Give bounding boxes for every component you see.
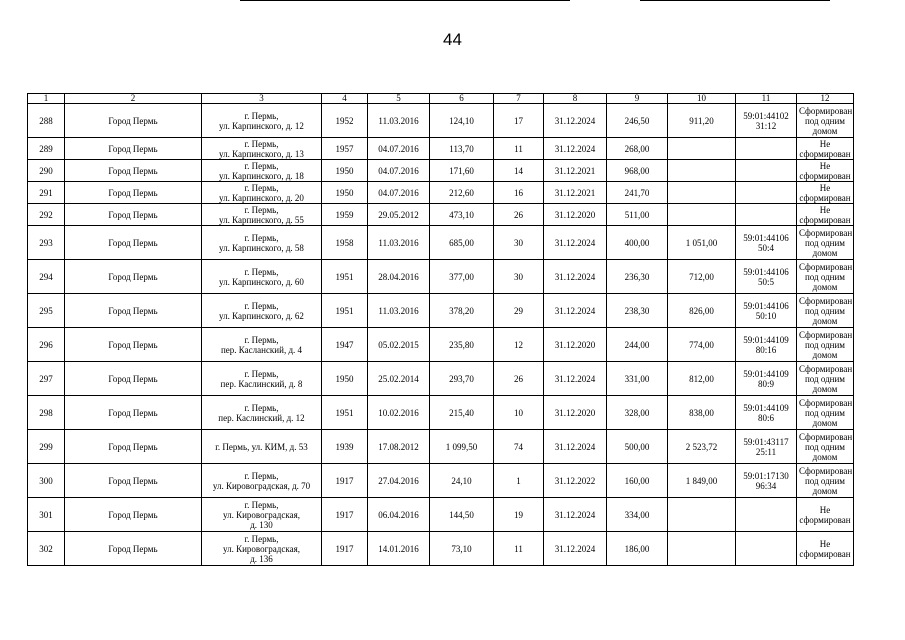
- row-number-cell: 295: [28, 294, 65, 328]
- top-rule-right: [640, 0, 830, 1]
- column-header-9: 9: [607, 94, 668, 104]
- column9-cell: 968,00: [607, 160, 668, 182]
- table-row: [28, 138, 854, 160]
- area-cell: 1 099,50: [430, 430, 494, 464]
- status-cell: [797, 160, 854, 182]
- address-cell: [202, 104, 322, 138]
- build-year-cell: 1957: [322, 138, 368, 160]
- area-cell: 24,10: [430, 464, 494, 498]
- cadastral-number-cell-line: 59:01:17130: [743, 470, 789, 481]
- column9-cell: 236,30: [607, 260, 668, 294]
- address-cell-line: г. Пермь,: [244, 368, 279, 379]
- quantity-cell: 14: [494, 160, 544, 182]
- column-header-3: 3: [202, 94, 322, 104]
- row-number-cell: 288: [28, 104, 65, 138]
- cadastral-number-cell: [736, 104, 797, 138]
- address-cell-line: ул. Карпинского, д. 60: [219, 276, 304, 287]
- column10-cell: [668, 138, 736, 160]
- cadastral-number-cell: [736, 204, 797, 226]
- address-cell-line: пер. Касланский, д. 4: [220, 344, 303, 355]
- build-year-cell: 1917: [322, 498, 368, 532]
- cadastral-number-cell: [736, 498, 797, 532]
- status-cell: [797, 464, 854, 498]
- column9-cell: 334,00: [607, 498, 668, 532]
- address-cell: [202, 362, 322, 396]
- status-cell-line: под одним: [804, 237, 846, 248]
- cadastral-number-cell: [736, 430, 797, 464]
- column9-cell: 400,00: [607, 226, 668, 260]
- cadastral-number-cell-line: 80:9: [757, 378, 774, 389]
- area-cell: 378,20: [430, 294, 494, 328]
- build-year-cell: 1951: [322, 396, 368, 430]
- status-cell: [797, 260, 854, 294]
- status-cell: [797, 226, 854, 260]
- build-year-cell: 1950: [322, 362, 368, 396]
- deadline-cell: 31.12.2020: [544, 396, 607, 430]
- column-header-10: 10: [668, 94, 736, 104]
- area-cell: 685,00: [430, 226, 494, 260]
- cadastral-number-cell: [736, 396, 797, 430]
- status-cell-line: под одним: [804, 115, 846, 126]
- deadline-cell: 31.12.2024: [544, 226, 607, 260]
- address-cell: [202, 396, 322, 430]
- address-cell-line: ул. Кировоградская,: [223, 509, 300, 520]
- column9-cell: 244,00: [607, 328, 668, 362]
- cadastral-number-cell: [736, 328, 797, 362]
- area-cell: 73,10: [430, 532, 494, 566]
- municipality-cell: Город Пермь: [65, 464, 202, 498]
- date-cell: 04.07.2016: [368, 182, 430, 204]
- status-cell-line: Сформирован: [799, 295, 853, 306]
- status-cell-line: под одним: [804, 407, 846, 418]
- table-row: [28, 260, 854, 294]
- address-cell-line: ул. Карпинского, д. 13: [219, 148, 304, 159]
- address-cell-line: ул. Кировоградская, д. 70: [212, 480, 311, 491]
- cadastral-number-cell-line: 50:4: [757, 242, 774, 253]
- address-cell: [202, 138, 322, 160]
- area-cell: 144,50: [430, 498, 494, 532]
- address-cell-line: г. Пермь,: [244, 204, 279, 215]
- address-cell: [202, 160, 322, 182]
- address-cell-line: ул. Карпинского, д. 20: [219, 192, 304, 203]
- cadastral-number-cell-line: 59:01:44109: [743, 402, 789, 413]
- status-cell-line: под одним: [804, 475, 846, 486]
- address-cell-line: г. Пермь,: [244, 110, 279, 121]
- status-cell: [797, 182, 854, 204]
- status-cell-line: Сформирован: [799, 329, 853, 340]
- column9-cell: 241,70: [607, 182, 668, 204]
- status-cell-line: Сформирован: [799, 397, 853, 408]
- quantity-cell: 19: [494, 498, 544, 532]
- municipality-cell: Город Пермь: [65, 182, 202, 204]
- build-year-cell: 1947: [322, 328, 368, 362]
- cadastral-number-cell-line: 59:01:44106: [743, 232, 789, 243]
- address-cell: [202, 226, 322, 260]
- cadastral-number-cell: [736, 532, 797, 566]
- status-cell-line: Сформирован: [799, 227, 853, 238]
- cadastral-number-cell-line: 59:01:44106: [743, 300, 789, 311]
- column9-cell: 331,00: [607, 362, 668, 396]
- table-row: [28, 328, 854, 362]
- column9-cell: 268,00: [607, 138, 668, 160]
- quantity-cell: 16: [494, 182, 544, 204]
- build-year-cell: 1950: [322, 182, 368, 204]
- date-cell: 04.07.2016: [368, 138, 430, 160]
- status-cell-line: домом: [812, 417, 838, 428]
- build-year-cell: 1917: [322, 532, 368, 566]
- row-number-cell: 297: [28, 362, 65, 396]
- build-year-cell: 1958: [322, 226, 368, 260]
- table-row: [28, 104, 854, 138]
- address-cell: [202, 294, 322, 328]
- build-year-cell: 1952: [322, 104, 368, 138]
- address-cell-line: ул. Кировоградская,: [223, 543, 300, 554]
- status-cell-line: Сформирован: [799, 261, 853, 272]
- housing-registry-table: [27, 93, 854, 566]
- municipality-cell: Город Пермь: [65, 104, 202, 138]
- status-cell-line: домом: [812, 485, 838, 496]
- table-row: [28, 362, 854, 396]
- date-cell: 10.02.2016: [368, 396, 430, 430]
- column10-cell: [668, 182, 736, 204]
- status-cell: [797, 362, 854, 396]
- address-cell-line: пер. Каслинский, д. 8: [220, 378, 303, 389]
- area-cell: 124,10: [430, 104, 494, 138]
- address-cell: [202, 464, 322, 498]
- deadline-cell: 31.12.2024: [544, 260, 607, 294]
- status-cell: [797, 138, 854, 160]
- status-cell-line: домом: [812, 349, 838, 360]
- address-cell-line: г. Пермь,: [244, 232, 279, 243]
- column10-cell: 838,00: [668, 396, 736, 430]
- table-row: [28, 396, 854, 430]
- status-cell-line: Сформирован: [799, 465, 853, 476]
- address-cell-line: г. Пермь, ул. КИМ, д. 53: [215, 441, 308, 452]
- column-header-4: 4: [322, 94, 368, 104]
- address-cell-line: г. Пермь,: [244, 470, 279, 481]
- quantity-cell: 11: [494, 138, 544, 160]
- column10-cell: 1 849,00: [668, 464, 736, 498]
- status-cell-line: Сформирован: [799, 363, 853, 374]
- table-header: [28, 94, 854, 104]
- build-year-cell: 1917: [322, 464, 368, 498]
- build-year-cell: 1939: [322, 430, 368, 464]
- status-cell: [797, 328, 854, 362]
- address-cell-line: г. Пермь,: [244, 266, 279, 277]
- cadastral-number-cell-line: 25:11: [755, 446, 777, 457]
- column-header-7: 7: [494, 94, 544, 104]
- address-cell: [202, 328, 322, 362]
- row-number-cell: 302: [28, 532, 65, 566]
- status-cell-line: под одним: [804, 339, 846, 350]
- quantity-cell: 29: [494, 294, 544, 328]
- page-number: 44: [443, 30, 462, 49]
- cadastral-number-cell: [736, 294, 797, 328]
- column10-cell: 2 523,72: [668, 430, 736, 464]
- deadline-cell: 31.12.2020: [544, 204, 607, 226]
- quantity-cell: 1: [494, 464, 544, 498]
- area-cell: 215,40: [430, 396, 494, 430]
- status-cell-line: Не сформирован: [799, 182, 851, 203]
- area-cell: 377,00: [430, 260, 494, 294]
- address-cell-line: д. 130: [250, 519, 273, 530]
- deadline-cell: 31.12.2022: [544, 464, 607, 498]
- address-cell-line: г. Пермь,: [244, 334, 279, 345]
- quantity-cell: 26: [494, 362, 544, 396]
- build-year-cell: 1951: [322, 260, 368, 294]
- top-rule-left: [240, 0, 570, 1]
- date-cell: 28.04.2016: [368, 260, 430, 294]
- table-row: [28, 226, 854, 260]
- status-cell-line: домом: [812, 315, 838, 326]
- row-number-cell: 296: [28, 328, 65, 362]
- deadline-cell: 31.12.2024: [544, 104, 607, 138]
- address-cell: [202, 204, 322, 226]
- quantity-cell: 11: [494, 532, 544, 566]
- quantity-cell: 12: [494, 328, 544, 362]
- area-cell: 473,10: [430, 204, 494, 226]
- cadastral-number-cell: [736, 260, 797, 294]
- date-cell: 29.05.2012: [368, 204, 430, 226]
- address-cell-line: пер. Каслинский, д. 12: [218, 412, 305, 423]
- cadastral-number-cell: [736, 182, 797, 204]
- date-cell: 11.03.2016: [368, 226, 430, 260]
- address-cell-line: ул. Карпинского, д. 58: [219, 242, 304, 253]
- area-cell: 293,70: [430, 362, 494, 396]
- municipality-cell: Город Пермь: [65, 498, 202, 532]
- area-cell: 235,80: [430, 328, 494, 362]
- address-cell-line: г. Пермь,: [244, 138, 279, 149]
- cadastral-number-cell: [736, 362, 797, 396]
- status-cell: [797, 532, 854, 566]
- address-cell-line: ул. Карпинского, д. 12: [219, 120, 304, 131]
- date-cell: 04.07.2016: [368, 160, 430, 182]
- address-cell-line: г. Пермь,: [244, 402, 279, 413]
- column9-cell: 511,00: [607, 204, 668, 226]
- status-cell-line: под одним: [804, 271, 846, 282]
- column10-cell: [668, 498, 736, 532]
- table-row: [28, 464, 854, 498]
- status-cell: [797, 430, 854, 464]
- column-header-2: 2: [65, 94, 202, 104]
- municipality-cell: Город Пермь: [65, 138, 202, 160]
- cadastral-number-cell-line: 59:01:44102: [743, 110, 789, 121]
- cadastral-number-cell: [736, 138, 797, 160]
- address-cell-line: г. Пермь,: [244, 300, 279, 311]
- address-cell: [202, 430, 322, 464]
- status-cell: [797, 204, 854, 226]
- address-cell-line: д. 136: [250, 553, 273, 564]
- table-row: [28, 294, 854, 328]
- status-cell: [797, 396, 854, 430]
- address-cell-line: г. Пермь,: [244, 499, 279, 510]
- deadline-cell: 31.12.2024: [544, 294, 607, 328]
- quantity-cell: 30: [494, 226, 544, 260]
- status-cell: [797, 294, 854, 328]
- column-header-5: 5: [368, 94, 430, 104]
- status-cell-line: Не сформирован: [799, 204, 851, 225]
- build-year-cell: 1950: [322, 160, 368, 182]
- address-cell: [202, 182, 322, 204]
- status-cell-line: Сформирован: [799, 431, 853, 442]
- deadline-cell: 31.12.2024: [544, 498, 607, 532]
- municipality-cell: Город Пермь: [65, 160, 202, 182]
- table-row: [28, 160, 854, 182]
- address-cell: [202, 532, 322, 566]
- column10-cell: 712,00: [668, 260, 736, 294]
- address-cell: [202, 260, 322, 294]
- municipality-cell: Город Пермь: [65, 328, 202, 362]
- deadline-cell: 31.12.2024: [544, 532, 607, 566]
- address-cell-line: г. Пермь,: [244, 182, 279, 193]
- municipality-cell: Город Пермь: [65, 204, 202, 226]
- column9-cell: 186,00: [607, 532, 668, 566]
- status-cell: [797, 104, 854, 138]
- cadastral-number-cell-line: 59:01:44106: [743, 266, 789, 277]
- cadastral-number-cell-line: 59:01:44109: [743, 368, 789, 379]
- table-row: [28, 204, 854, 226]
- table-row: [28, 430, 854, 464]
- deadline-cell: 31.12.2024: [544, 362, 607, 396]
- date-cell: 27.04.2016: [368, 464, 430, 498]
- status-cell-line: Не сформирован: [799, 160, 851, 181]
- address-cell-line: г. Пермь,: [244, 160, 279, 171]
- deadline-cell: 31.12.2024: [544, 138, 607, 160]
- cadastral-number-cell-line: 96:34: [755, 480, 777, 491]
- area-cell: 171,60: [430, 160, 494, 182]
- cadastral-number-cell: [736, 160, 797, 182]
- cadastral-number-cell-line: 59:01:43117: [743, 436, 789, 447]
- area-cell: 113,70: [430, 138, 494, 160]
- address-cell: [202, 498, 322, 532]
- column10-cell: 911,20: [668, 104, 736, 138]
- column9-cell: 246,50: [607, 104, 668, 138]
- status-cell-line: под одним: [804, 373, 846, 384]
- cadastral-number-cell: [736, 464, 797, 498]
- column-header-12: 12: [797, 94, 854, 104]
- date-cell: 17.08.2012: [368, 430, 430, 464]
- table-row: [28, 182, 854, 204]
- municipality-cell: Город Пермь: [65, 226, 202, 260]
- address-cell-line: г. Пермь,: [244, 533, 279, 544]
- date-cell: 05.02.2015: [368, 328, 430, 362]
- date-cell: 25.02.2014: [368, 362, 430, 396]
- cadastral-number-cell-line: 80:16: [755, 344, 777, 355]
- cadastral-number-cell: [736, 226, 797, 260]
- quantity-cell: 30: [494, 260, 544, 294]
- column9-cell: 500,00: [607, 430, 668, 464]
- row-number-cell: 294: [28, 260, 65, 294]
- status-cell-line: домом: [812, 451, 838, 462]
- row-number-cell: 290: [28, 160, 65, 182]
- quantity-cell: 17: [494, 104, 544, 138]
- row-number-cell: 291: [28, 182, 65, 204]
- municipality-cell: Город Пермь: [65, 260, 202, 294]
- cadastral-number-cell-line: 80:6: [757, 412, 774, 423]
- quantity-cell: 26: [494, 204, 544, 226]
- row-number-cell: 293: [28, 226, 65, 260]
- status-cell-line: домом: [812, 281, 838, 292]
- status-cell-line: Не сформирован: [799, 504, 851, 525]
- cadastral-number-cell-line: 59:01:44109: [743, 334, 789, 345]
- municipality-cell: Город Пермь: [65, 430, 202, 464]
- address-cell-line: ул. Карпинского, д. 18: [219, 170, 304, 181]
- column-header-11: 11: [736, 94, 797, 104]
- build-year-cell: 1951: [322, 294, 368, 328]
- date-cell: 11.03.2016: [368, 294, 430, 328]
- row-number-cell: 301: [28, 498, 65, 532]
- column-header-8: 8: [544, 94, 607, 104]
- column10-cell: [668, 160, 736, 182]
- column10-cell: 812,00: [668, 362, 736, 396]
- cadastral-number-cell-line: 50:10: [755, 310, 777, 321]
- status-cell-line: домом: [812, 383, 838, 394]
- column10-cell: [668, 532, 736, 566]
- date-cell: 14.01.2016: [368, 532, 430, 566]
- column10-cell: 1 051,00: [668, 226, 736, 260]
- column-header-6: 6: [430, 94, 494, 104]
- status-cell-line: домом: [812, 125, 838, 136]
- column9-cell: 328,00: [607, 396, 668, 430]
- column10-cell: 774,00: [668, 328, 736, 362]
- deadline-cell: 31.12.2020: [544, 328, 607, 362]
- status-cell-line: домом: [812, 247, 838, 258]
- deadline-cell: 31.12.2021: [544, 182, 607, 204]
- status-cell-line: под одним: [804, 441, 846, 452]
- status-cell-line: Сформирован: [799, 105, 853, 116]
- status-cell: [797, 498, 854, 532]
- status-cell-line: Не сформирован: [799, 538, 851, 559]
- column10-cell: [668, 204, 736, 226]
- row-number-cell: 292: [28, 204, 65, 226]
- row-number-cell: 298: [28, 396, 65, 430]
- table-row: [28, 498, 854, 532]
- build-year-cell: 1959: [322, 204, 368, 226]
- status-cell-line: под одним: [804, 305, 846, 316]
- area-cell: 212,60: [430, 182, 494, 204]
- municipality-cell: Город Пермь: [65, 294, 202, 328]
- address-cell-line: ул. Карпинского, д. 55: [219, 214, 304, 225]
- date-cell: 11.03.2016: [368, 104, 430, 138]
- table-body: [28, 104, 854, 566]
- status-cell-line: Не сформирован: [799, 138, 851, 159]
- municipality-cell: Город Пермь: [65, 532, 202, 566]
- column9-cell: 160,00: [607, 464, 668, 498]
- column10-cell: 826,00: [668, 294, 736, 328]
- header-row: [28, 94, 854, 104]
- address-cell-line: ул. Карпинского, д. 62: [219, 310, 304, 321]
- column-header-1: 1: [28, 94, 65, 104]
- cadastral-number-cell-line: 50:5: [757, 276, 774, 287]
- cadastral-number-cell-line: 31:12: [755, 120, 777, 131]
- row-number-cell: 300: [28, 464, 65, 498]
- row-number-cell: 299: [28, 430, 65, 464]
- deadline-cell: 31.12.2024: [544, 430, 607, 464]
- table-row: [28, 532, 854, 566]
- municipality-cell: Город Пермь: [65, 396, 202, 430]
- row-number-cell: 289: [28, 138, 65, 160]
- quantity-cell: 10: [494, 396, 544, 430]
- date-cell: 06.04.2016: [368, 498, 430, 532]
- quantity-cell: 74: [494, 430, 544, 464]
- deadline-cell: 31.12.2021: [544, 160, 607, 182]
- municipality-cell: Город Пермь: [65, 362, 202, 396]
- column9-cell: 238,30: [607, 294, 668, 328]
